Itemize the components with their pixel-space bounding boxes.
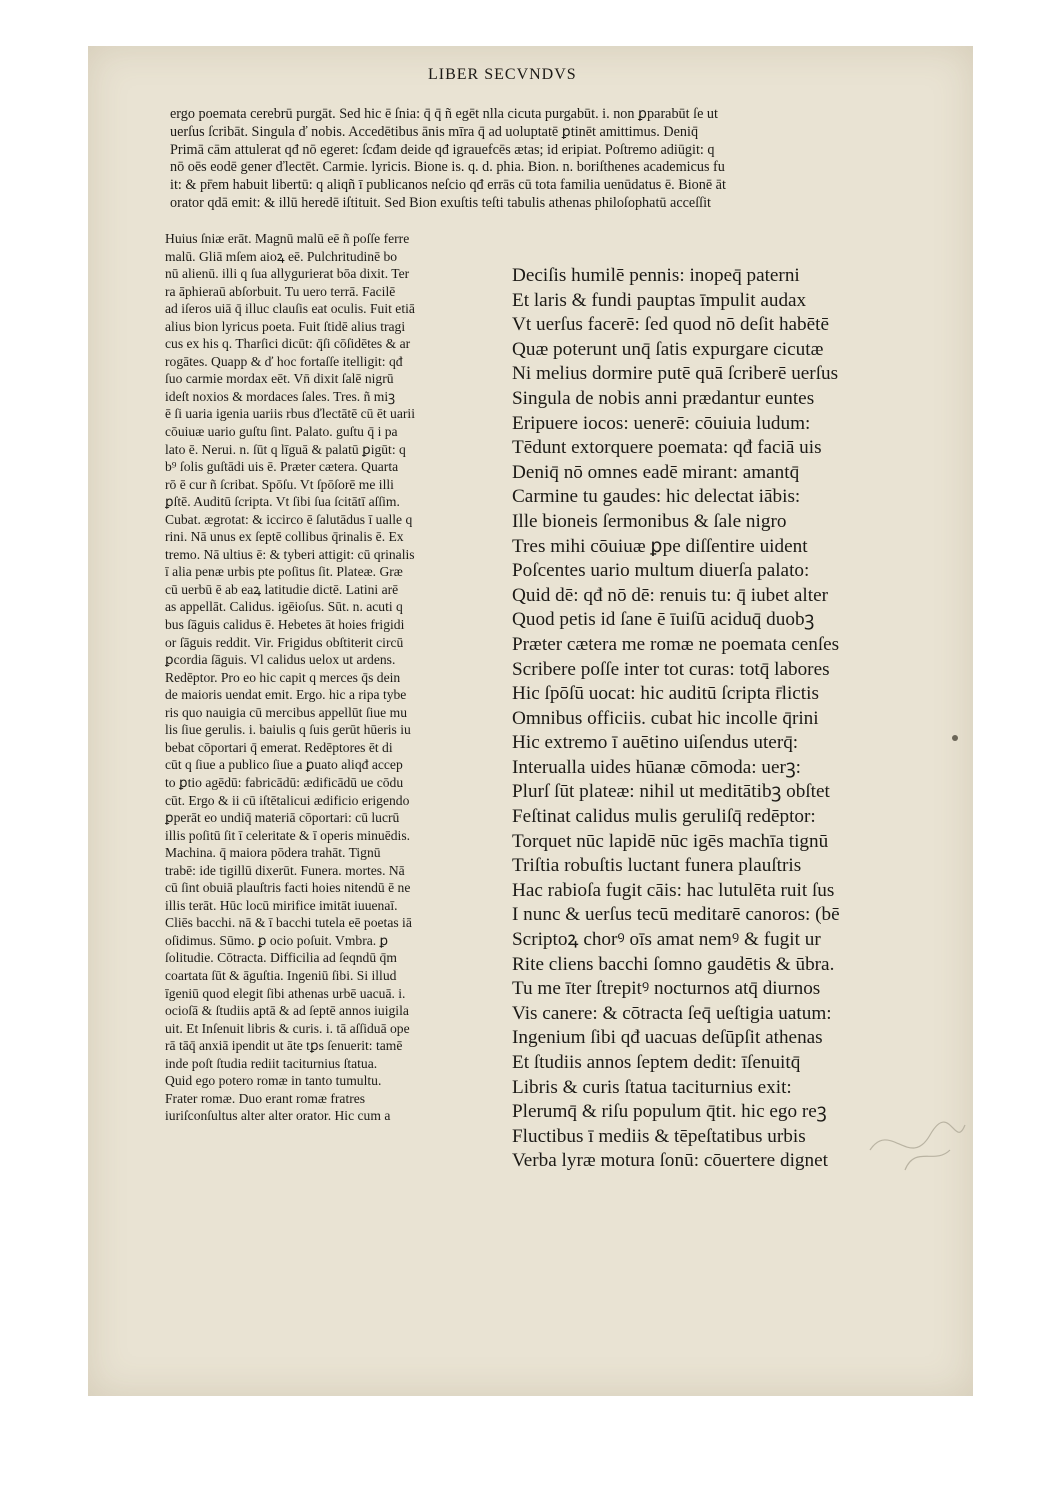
verse-line: Torquet nūc lapidē nūc igēs machīa tignū <box>512 830 829 852</box>
commentary-line: cū ſint obuiā plauſtris facti hoies nitendū ē ne <box>165 880 411 896</box>
commentary-line: ſolitudie. Cōtracta. Difficilia ad ſeqndū q̄m <box>165 950 397 966</box>
commentary-line: cū uerbū ē ab eaꝝ latitudie dictē. Latini arē <box>165 581 399 597</box>
commentary-line: rini. Nā unus ex ſeptē collibus q̄rinalis ē. Ex <box>165 529 404 545</box>
verse-line: Omnibus officiis. cubat hic incolle q̄rini <box>512 707 819 729</box>
verse-line: Libris & curis ſtatua taciturnius exit: <box>512 1076 792 1098</box>
verse-line: Et laris & fundi pauptas īmpulit audax <box>512 289 807 311</box>
commentary-line: it: & pr̄em habuit libertū: q aliqñ ī publicanos neſcio qđ errās cū tota familia uenūdatus ē. Bionē āt <box>170 177 726 194</box>
commentary-line: de maioris uendat emit. Ergo. hic a ripa tybe <box>165 687 407 703</box>
verse-line: Rite cliens bacchi ſomno gaudētis & ūbra. <box>512 953 835 975</box>
commentary-line: nū alienū. illi q ſua allygurierat bōa dixit. Ter <box>165 266 410 282</box>
commentary-line: ad iſeros uiā q̄ illuc clauſis eat oculis. Fuit etiā <box>165 301 415 317</box>
commentary-line: ī alia penæ urbis pte poſitus ſit. Plateæ. Græ <box>165 564 403 580</box>
commentary-line: bus ſāguis calidus ē. Hebetes āt hoies frigidi <box>165 617 405 633</box>
commentary-line: illis terāt. Hūc locū mirifice imitāt iuuenaī. <box>165 897 398 913</box>
verse-line: Ingenium ſibi qđ uacuas deſūpſit athenas <box>512 1027 823 1049</box>
commentary-line: ris quo nauigia cū mercibus appellūt ſiue mu <box>165 704 407 720</box>
commentary-line: ꝑperāt eo undiq̄ materiā cōportari: cū lucrū <box>165 810 400 826</box>
verse-line: Hic ſpōſū uocat: hic auditū ſcripta r̄lictis <box>512 683 819 705</box>
commentary-line: tremo. Nā ultius ē: & tyberi attigit: cū qrinalis <box>165 546 415 562</box>
commentary-line: ꝑcordia ſāguis. Vl calidus uelox ut ardens. <box>165 652 396 668</box>
commentary-line: trabē: ide tigillū dixerūt. Funera. mortes. Nā <box>165 862 405 878</box>
commentary-line: rā tāq̄ anxiā ipendit ut āte tꝑs ſenuerit: tamē <box>165 1038 403 1054</box>
commentary-line: Frater romæ. Duo erant romæ fratres <box>165 1090 366 1106</box>
verse-line: Vt uerſus facerē: ſed quod nō deſit habētē <box>512 314 830 336</box>
verse-column <box>512 264 912 1174</box>
commentary-line: cōuiuæ uario guſtu ſint. Palato. guſtu q̄ i pa <box>165 424 398 440</box>
verse-line: Scriptoꝝ chorꝰ oīs amat nemꝰ & fugit ur <box>512 929 821 951</box>
commentary-line: bebat cōportari q̄ emerat. Redēptores ēt di <box>165 739 393 755</box>
verse-line: Deniq̄ nō omnes eadē mirant: amantq̄ <box>512 461 800 483</box>
verse-line: Hac rabioſa fugit cāis: hac lutulēta ruit ſus <box>512 879 835 901</box>
commentary-line: cūt q ſiue a publico ſiue a ꝑuato aliqđ accep <box>165 757 403 773</box>
verse-line: Quod petis id ſane ē īuiſū aciduq̄ duobꝫ <box>512 609 815 631</box>
verse-line: Scribere poſſe inter tot curas: totq̄ labores <box>512 658 830 680</box>
verse-line: Tēdunt extorquere poemata: qđ faciā uis <box>512 437 822 459</box>
verse-line: Plurſ ſūt plateæ: nihil ut meditātibꝫ obſtet <box>512 781 830 803</box>
commentary-line: malū. Gliā mſem aioꝝ eē. Pulchritudinē bo <box>165 248 398 264</box>
commentary-line: to ꝑtio agēdū: fabricādū: ædificādū ue cōdu <box>165 774 404 790</box>
commentary-line: or ſāguis reddit. Vir. Frigidus obſtiterit circū <box>165 634 404 650</box>
commentary-line: Redēptor. Pro eo hic capit q merces q̄s dein <box>165 669 401 685</box>
commentary-line: īgeniū quod elegit ſibi athenas urbē uacuā. i. <box>165 985 406 1001</box>
verse-line: Quid dē: qđ nō dē: renuis tu: q̄ iubet alter <box>512 584 828 606</box>
verse-line: Singula de nobis anni prædantur euntes <box>512 387 815 409</box>
commentary-line: ſuo carmie mordax eēt. Vn̄ dixit ſalē nigrū <box>165 371 394 387</box>
verse-line: Fluctibus ī mediis & tēpeſtatibus urbis <box>512 1125 806 1147</box>
running-head: LIBER SECVNDVS <box>428 66 577 83</box>
verse-line: Carmine tu gaudes: hic delectat iābis: <box>512 486 801 508</box>
commentary-line: Cubat. ægrotat: & iccirco ē ſalutādus ī ualle q <box>165 511 413 527</box>
commentary-line: uit. Et Inſenuit libris & curis. i. tā aſſiduā ope <box>165 1020 410 1036</box>
ink-spot <box>952 735 958 741</box>
commentary-line: ra āphieraū abſorbuit. Tu uero terrā. Facilē <box>165 283 396 299</box>
commentary-line: b⁹ ſolis guſtādi uis ē. Præter cætera. Quarta <box>165 459 399 475</box>
verse-line: Et ſtudiis annos ſeptem dedit: īſenuitq̄ <box>512 1052 801 1073</box>
commentary-line: iuriſconſultus alter alter orator. Hic cum a <box>165 1108 391 1124</box>
commentary-line: illis poſitū ſit ī celeritate & ī operis minuēdis. <box>165 827 411 843</box>
commentary-line: Machina. q̄ maiora pōdera trahāt. Tignū <box>165 845 381 861</box>
commentary-line: ꝑſtē. Auditū ſcripta. Vt ſibi ſua ſcitātī aſſim. <box>165 494 400 510</box>
verse-line: Vis canere: & cōtracta ſeq̄ ueſtigia uatum: <box>512 1002 832 1024</box>
commentary-line: ergo poemata cerebrū purgāt. Sed hic ē ſnia: q̄ q̄ ñ egēt nlla cicuta purgabūt. i. non ꝑparabūt ſe ut <box>170 106 718 122</box>
commentary-line: Quid ego potero romæ in tanto tumultu. <box>165 1073 382 1089</box>
flourish-stroke <box>870 1122 965 1150</box>
commentary-line: cūt. Ergo & ii cū iſtētalicui ædificio erigendo <box>165 792 410 808</box>
commentary-line: Cliēs bacchi. nā & ī bacchi tutela eē poetas iā <box>165 915 412 931</box>
verse-line: Interualla uides hūanæ cōmoda: uerꝫ: <box>512 756 801 778</box>
verse-line: Præter cætera me romæ ne poemata cenſes <box>512 633 840 655</box>
verse-line: Triſtia robuſtis luctant funera plauſtris <box>512 855 802 877</box>
verse-line: Deciſis humilē pennis: inopeq̄ paterni <box>512 265 800 286</box>
verse-line: Tu me īter ſtrepitꝰ nocturnos atq̄ diurnos <box>512 978 821 1000</box>
verse-line: Plerumq̄ & riſu populum q̄tit. hic ego reꝫ <box>512 1101 827 1123</box>
verse-line: Quæ poterunt unq̄ ſatis expurgare cicutæ <box>512 338 824 360</box>
verse-line: Poſcentes uario multum diuerſa palato: <box>512 560 810 582</box>
verse-line: I nunc & uerſus tecū meditarē canoros: (bē <box>512 904 840 926</box>
commentary-line: as appellāt. Calidus. igēioſus. Sūt. n. acuti q <box>165 599 403 615</box>
verse-line: Ni melius dormire putē quā ſcriberē uerſus <box>512 363 839 385</box>
margin-flourish-marks <box>860 1110 970 1180</box>
commentary-line: oſidimus. Sūmo. ꝑ ocio poſuit. Vmbra. ꝑ <box>165 932 389 948</box>
commentary-line: ē ſi uaria igenia uariis rbus ďlectātē cū ēt uarii <box>165 406 415 422</box>
commentary-line: lis ſiue gerulis. i. baiulis q ſuis gerūt hūeris iu <box>165 722 411 738</box>
commentary-line: inde poſt ſtudia rediit taciturnius ſtatua. <box>165 1055 378 1071</box>
verse-line: Ille bioneis ſermonibus & ſale nigro <box>512 510 787 532</box>
commentary-line: rō ē cur ñ ſcribat. Spōſu. Vt ſpōſorē me illi <box>165 476 394 492</box>
commentary-line: alius bion lyricus poeta. Fuit ſtidē alius tragi <box>165 318 406 334</box>
verse-line: Hic extremo ī auētino uiſendus uterq̄: <box>512 732 799 754</box>
commentary-line: ocioſā & ſtudiis aptā & ad ſeptē annos iuigila <box>165 1003 409 1019</box>
verse-line: Feſtinat calidus mulis geruliſq̄ redēptor: <box>512 806 816 828</box>
commentary-line: orator qdā emit: & illū heredē iſtituit. Sed Bion exuſtis teſti tabulis athenas philoſophatū acceſſit <box>170 194 711 211</box>
flourish-stroke <box>905 1150 950 1170</box>
commentary-line: cus ex his q. Tharſici dicūt: q̄ſi cōſidētes & ar <box>165 336 411 352</box>
commentary-line: coartata ſūt & āguſtia. Ingeniū ſibi. Si illud <box>165 967 397 983</box>
verse-line: Verba lyræ motura ſonū: cōuertere dignet <box>512 1150 828 1172</box>
commentary-line: ideſt noxios & mordaces ſales. Tres. ñ miꝫ <box>165 388 396 404</box>
commentary-line: Primā cām attulerat qđ nō egeret: ſcđam deide qđ igrauefcēs ætas; id eripiat. Poſtremo adiūgit: q <box>170 141 715 158</box>
commentary-column <box>165 230 507 1125</box>
verse-line: Eripuere iocos: uenerē: cōuiuia ludum: <box>512 412 811 434</box>
commentary-line: rogātes. Quapp & ď hoc fortaſſe itelligit: qđ <box>165 353 403 369</box>
commentary-line: lato ē. Nerui. n. ſūt q līguā & palatū ꝑigūt: q <box>165 441 406 457</box>
top-commentary-block <box>170 106 905 213</box>
commentary-line: uerſus ſcribāt. Singula ď nobis. Accedētibus ānis mīra q̄ ad uoluptatē ꝑtinēt amittimus. Deniq̄ <box>170 123 699 140</box>
verse-line: Tres mihi cōuiuæ ꝑpe diſſentire uident <box>512 535 808 557</box>
commentary-line: nō oēs eodē gener ďlectēt. Carmie. lyricis. Bione is. q. d. phia. Bion. n. boriſthenes academicus fu <box>170 159 725 176</box>
commentary-line: Huius ſniæ erāt. Magnū malū eē ñ poſſe ferre <box>165 231 410 246</box>
